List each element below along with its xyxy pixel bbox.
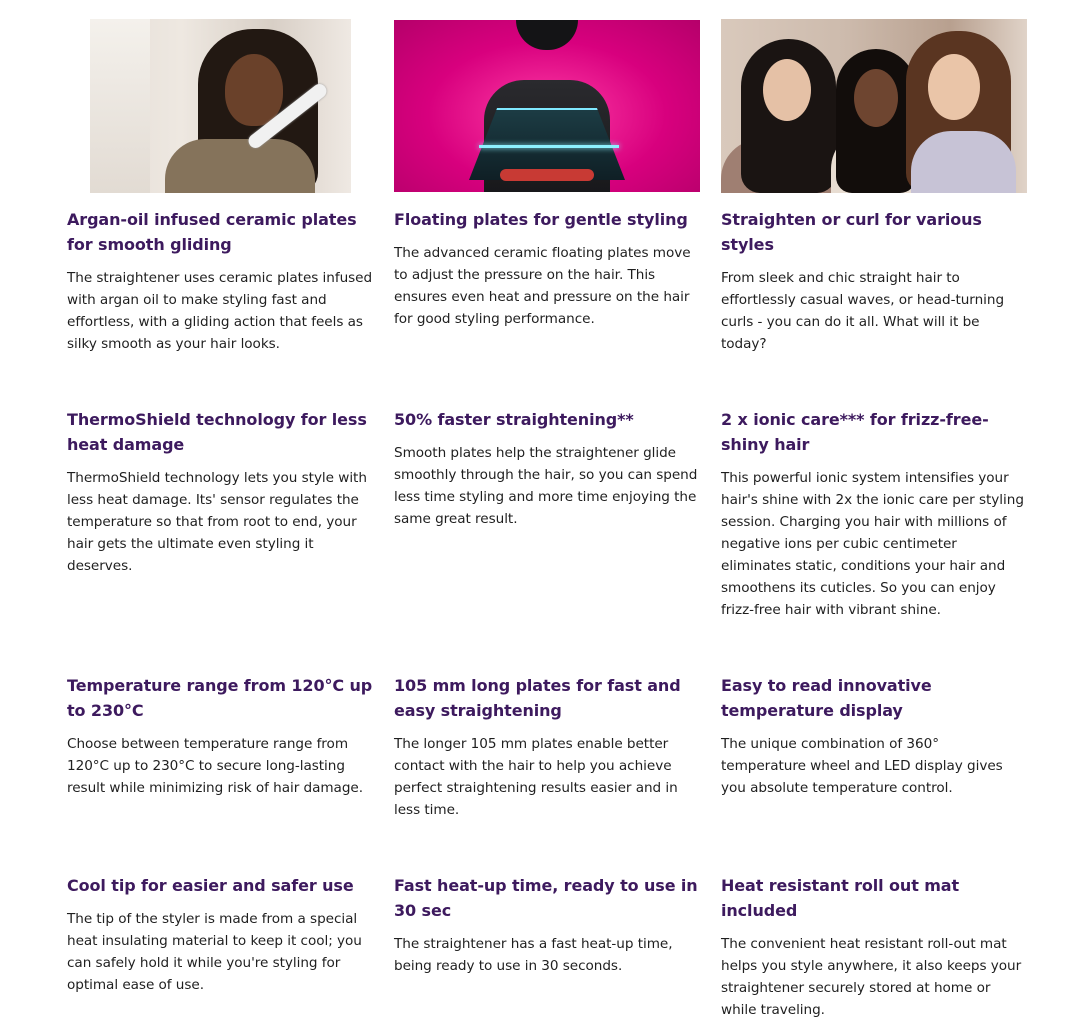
feature-description: The straightener uses ceramic plates infused with argan oil to make styling fast and effortless, with a gliding action that feels as silky smooth as your hair looks. <box>67 270 373 352</box>
feature-description: From sleek and chic straight hair to effortlessly casual waves, or head-turning curls - you can do it all. What will it be today? <box>721 270 1005 352</box>
feature-argan-oil-plates <box>67 207 373 355</box>
feature-description: The unique combination of 360° temperature wheel and LED display gives you absolute temperature control. <box>721 736 1003 796</box>
feature-title: ThermoShield technology for less heat damage <box>67 410 367 454</box>
woman-using-straightener-image <box>90 19 351 193</box>
feature-description: The advanced ceramic floating plates move to adjust the pressure on the hair. This ensures even heat and pressure on the hair for good styling performance. <box>394 245 691 327</box>
feature-title: Fast heat-up time, ready to use in 30 sec <box>394 876 698 920</box>
feature-title: Straighten or curl for various styles <box>721 210 982 254</box>
feature-long-plates <box>394 673 700 821</box>
feature-description: The straightener has a fast heat-up time, being ready to use in 30 seconds. <box>394 936 673 974</box>
feature-title: Floating plates for gentle styling <box>394 210 688 229</box>
feature-cool-tip <box>67 873 373 996</box>
feature-roll-out-mat <box>721 873 1027 1021</box>
feature-thermoshield <box>67 407 373 577</box>
feature-title: 50% faster straightening** <box>394 410 634 429</box>
feature-temperature-display <box>721 673 1027 799</box>
feature-description: Smooth plates help the straightener glide smoothly through the hair, so you can spend less time styling and more time enjoying the same great result. <box>394 445 698 527</box>
feature-description: The convenient heat resistant roll-out mat helps you style anywhere, it also keeps your straightener securely stored at home or while traveling. <box>721 936 1022 1018</box>
feature-title: Argan-oil infused ceramic plates for smooth gliding <box>67 210 357 254</box>
feature-title: Cool tip for easier and safer use <box>67 876 354 895</box>
feature-ionic-care <box>721 407 1027 621</box>
feature-faster-straightening <box>394 407 700 530</box>
feature-straighten-or-curl <box>721 207 1027 355</box>
feature-title: 2 x ionic care*** for frizz-free-shiny hair <box>721 410 989 454</box>
feature-fast-heat-up <box>394 873 700 977</box>
three-women-hairstyles-image <box>721 19 1027 193</box>
feature-description: This powerful ionic system intensifies your hair's shine with 2x the ionic care per styling session. Charging you hair with millions of negative ions per cubic centimeter eliminates static, conditions your hair and smoothens its cuticles. So you can enjoy frizz-free hair with vibrant shine. <box>721 470 1024 618</box>
feature-description: Choose between temperature range from 120°C up to 230°C to secure long-lasting result while minimizing risk of hair damage. <box>67 736 363 796</box>
feature-temperature-range <box>67 673 373 799</box>
feature-title: Temperature range from 120°C up to 230°C <box>67 676 373 720</box>
feature-title: 105 mm long plates for fast and easy straightening <box>394 676 681 720</box>
feature-title: Easy to read innovative temperature display <box>721 676 932 720</box>
floating-plates-image <box>394 20 700 192</box>
feature-floating-plates <box>394 207 700 330</box>
feature-description: The tip of the styler is made from a special heat insulating material to keep it cool; you can safely hold it while you're styling for optimal ease of use. <box>67 911 362 993</box>
feature-description: ThermoShield technology lets you style with less heat damage. Its' sensor regulates the temperature so that from root to end, your hair gets the ultimate even styling it deserves. <box>67 470 367 574</box>
feature-description: The longer 105 mm plates enable better contact with the hair to help you achieve perfect straightening results easier and in less time. <box>394 736 678 818</box>
feature-title: Heat resistant roll out mat included <box>721 876 960 920</box>
